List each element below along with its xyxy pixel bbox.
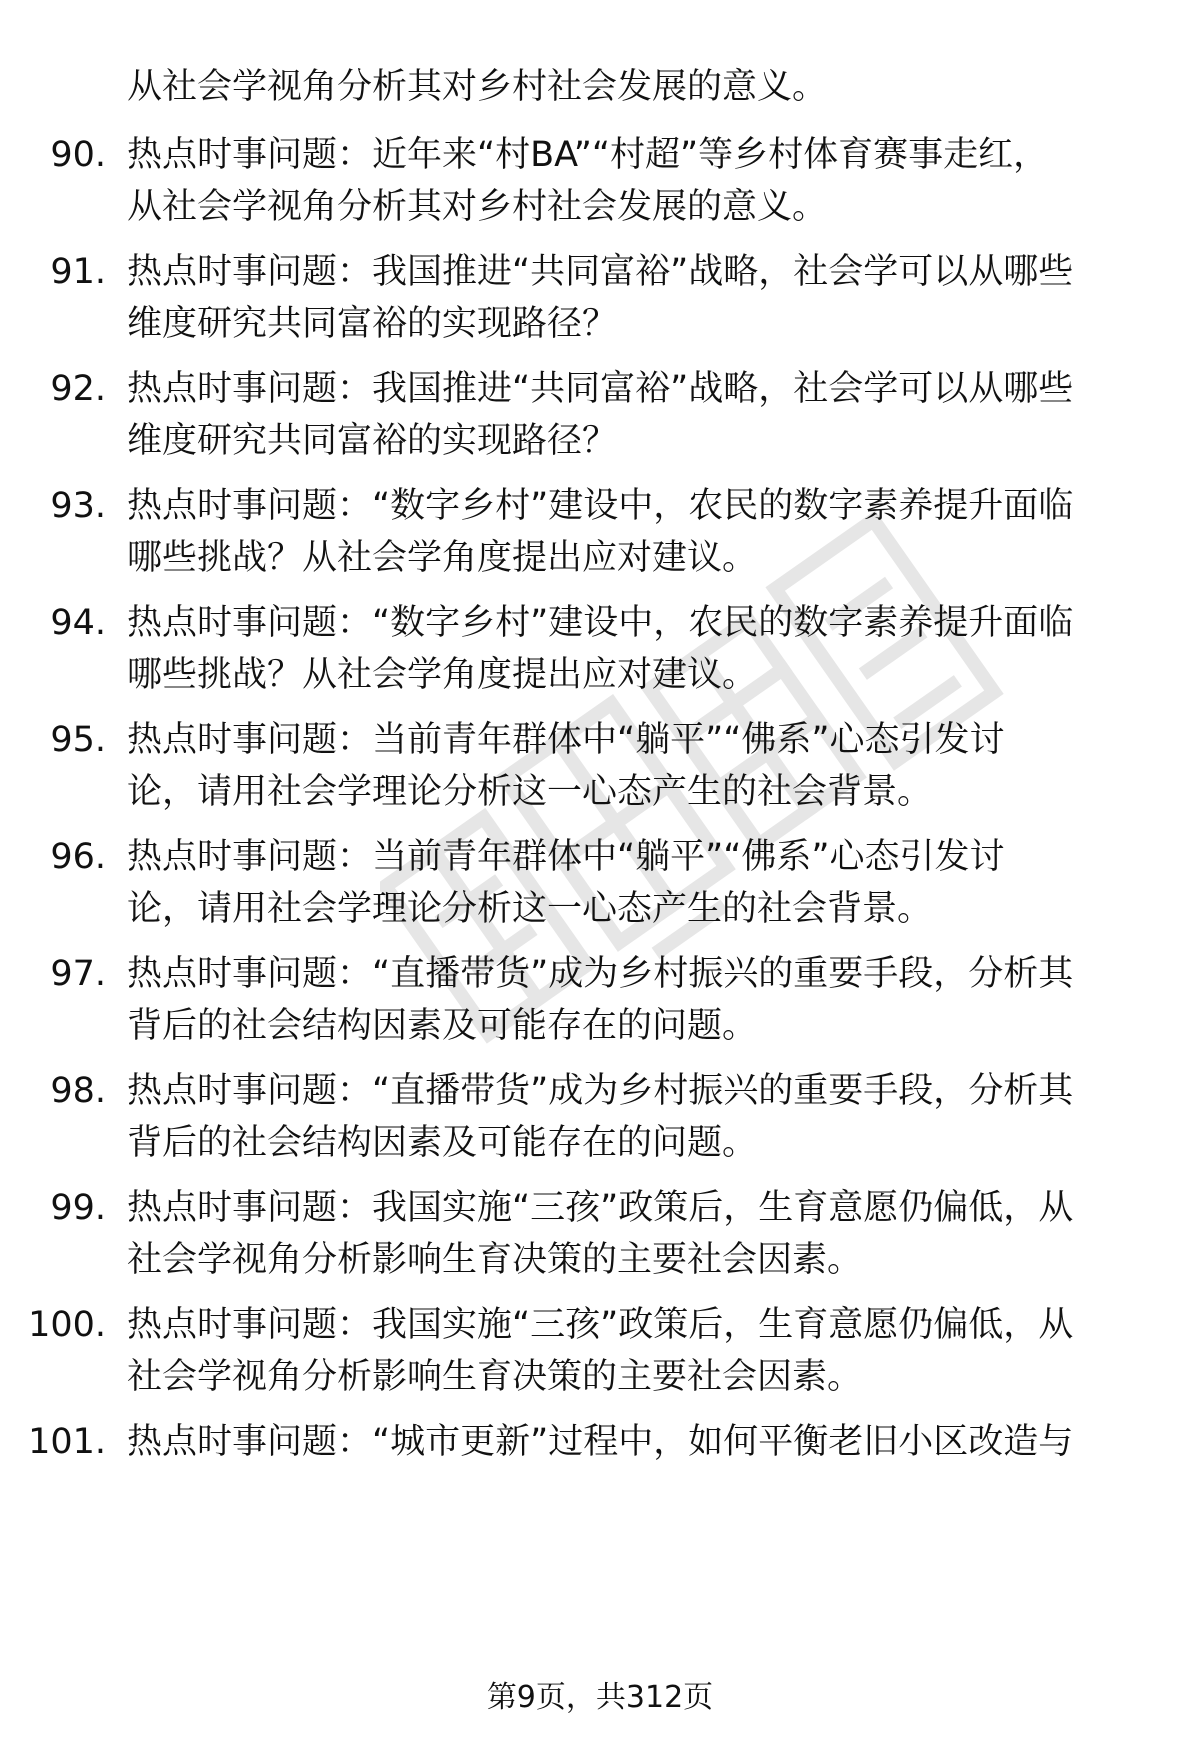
question-text-line: 热点时事问题：我国实施“三孩”政策后，生育意愿仍偏低，从 <box>127 1305 1074 1345</box>
question-text-line: 背后的社会结构因素及可能存在的问题。 <box>127 1123 758 1163</box>
question-text-line: 哪些挑战？从社会学角度提出应对建议。 <box>127 538 758 578</box>
question-text-line: 热点时事问题：“直播带货”成为乡村振兴的重要手段，分析其 <box>127 954 1074 994</box>
question-text-line: 热点时事问题：“直播带货”成为乡村振兴的重要手段，分析其 <box>127 1071 1074 1111</box>
question-number: 92. <box>50 369 106 409</box>
question-item <box>0 1065 1200 1169</box>
question-text-line: 热点时事问题：近年来“村BA”“村超”等乡村体育赛事走红， <box>127 135 1049 175</box>
question-number: 95. <box>50 720 106 760</box>
question-item <box>0 363 1200 467</box>
question-text-line: 热点时事问题：“数字乡村”建设中，农民的数字素养提升面临 <box>127 486 1074 526</box>
question-item <box>0 480 1200 584</box>
question-item <box>0 1182 1200 1286</box>
question-text-line: 维度研究共同富裕的实现路径？ <box>127 304 618 344</box>
question-text-line: 热点时事问题：我国推进“共同富裕”战略，社会学可以从哪些 <box>127 252 1074 292</box>
question-text-line: 哪些挑战？从社会学角度提出应对建议。 <box>127 655 758 695</box>
question-number: 96. <box>50 837 106 877</box>
question-text-line: 从社会学视角分析其对乡村社会发展的意义。 <box>127 187 828 227</box>
question-text-line: 社会学视角分析影响生育决策的主要社会因素。 <box>127 1240 863 1280</box>
question-number: 98. <box>50 1071 106 1111</box>
question-number: 100. <box>28 1305 106 1345</box>
question-text-line: 热点时事问题：我国推进“共同富裕”战略，社会学可以从哪些 <box>127 369 1074 409</box>
question-text-line: 维度研究共同富裕的实现路径？ <box>127 421 618 461</box>
question-text-line: 热点时事问题：当前青年群体中“躺平”“佛系”心态引发讨 <box>127 837 1005 877</box>
question-item <box>0 948 1200 1052</box>
question-text-line: 社会学视角分析影响生育决策的主要社会因素。 <box>127 1357 863 1397</box>
question-number: 101. <box>28 1422 106 1462</box>
question-number: 94. <box>50 603 106 643</box>
question-number: 99. <box>50 1188 106 1228</box>
continuation-text: 从社会学视角分析其对乡村社会发展的意义。 <box>127 67 828 107</box>
question-item <box>0 1299 1200 1403</box>
question-item <box>0 246 1200 350</box>
question-text-line: 论，请用社会学理论分析这一心态产生的社会背景。 <box>127 772 933 812</box>
question-item <box>0 129 1200 233</box>
question-text-line: 热点时事问题：当前青年群体中“躺平”“佛系”心态引发讨 <box>127 720 1005 760</box>
question-text-line: 热点时事问题：“城市更新”过程中，如何平衡老旧小区改造与 <box>127 1422 1074 1462</box>
question-item <box>0 831 1200 935</box>
question-text-line: 论，请用社会学理论分析这一心态产生的社会背景。 <box>127 889 933 929</box>
question-number: 91. <box>50 252 106 292</box>
question-item <box>0 597 1200 701</box>
question-text-line: 热点时事问题：我国实施“三孩”政策后，生育意愿仍偏低，从 <box>127 1188 1074 1228</box>
question-text-line: 背后的社会结构因素及可能存在的问题。 <box>127 1006 758 1046</box>
question-number: 93. <box>50 486 106 526</box>
question-number: 90. <box>50 135 106 175</box>
question-number: 97. <box>50 954 106 994</box>
question-item <box>0 714 1200 818</box>
question-item <box>0 1416 1200 1520</box>
question-text-line: 热点时事问题：“数字乡村”建设中，农民的数字素养提升面临 <box>127 603 1074 643</box>
page-number-footer: 第9页，共312页 <box>486 1680 714 1715</box>
